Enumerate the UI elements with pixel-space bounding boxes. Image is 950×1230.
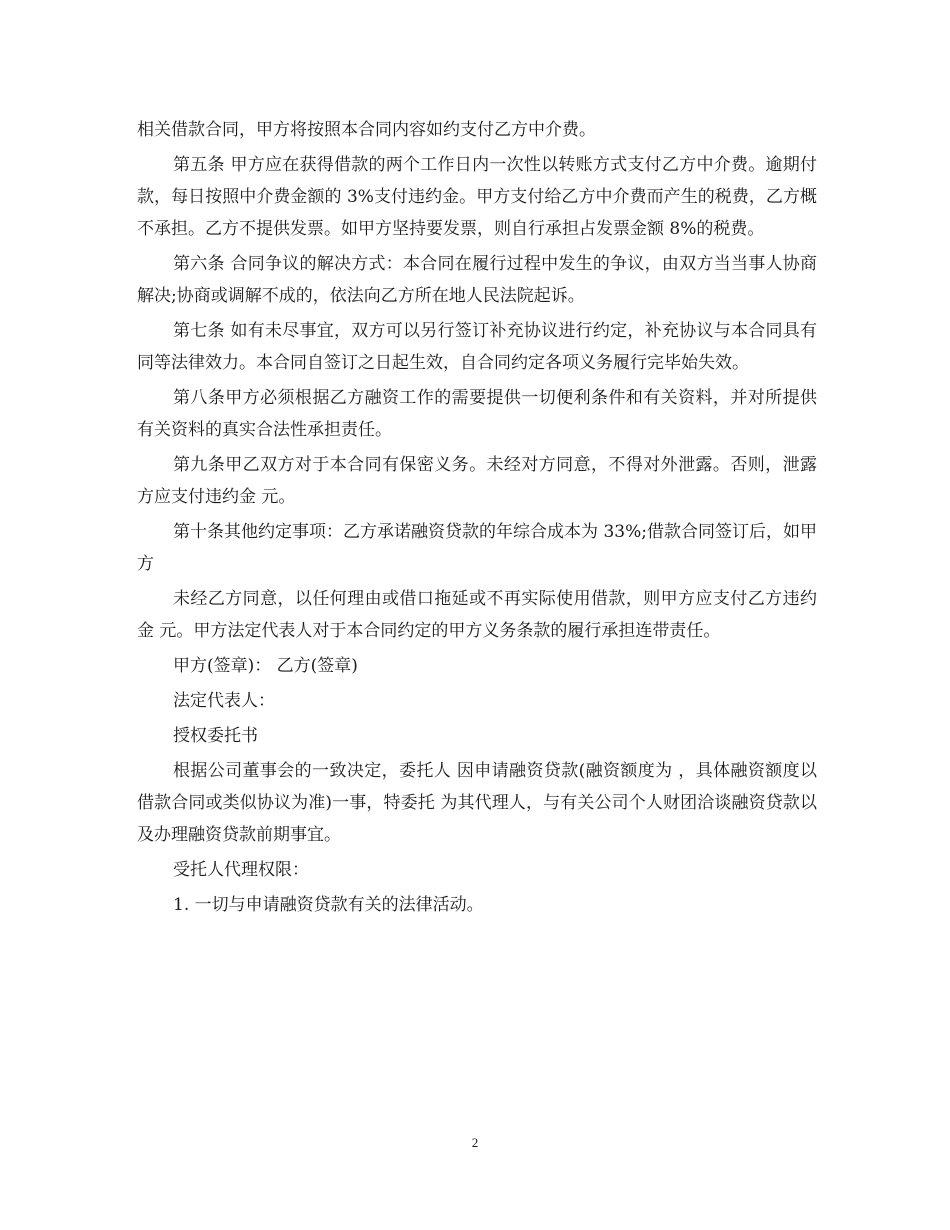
paragraph-continuation: 相关借款合同，甲方将按照本合同内容如约支付乙方中介费。 <box>137 120 596 140</box>
paragraph-article-5: 第五条 甲方应在获得借款的两个工作日内一次性以转账方式支付乙方中介费。逾期付款，每日按照中介费金额的 3%支付违约金。甲方支付给乙方中介费而产生的税费，乙方概不承担。乙方不提供发票。如甲方坚持要发票，则自行承担占发票金额 8%的税费。 <box>137 155 817 239</box>
paragraph-article-6: 第六条 合同争议的解决方式：本合同在履行过程中发生的争议，由双方当当事人协商解决;协商或调解不成的，依法向乙方所在地人民法院起诉。 <box>137 254 817 306</box>
paragraph-authorization: 根据公司董事会的一致决定，委托人 因申请融资贷款(融资额度为 ，具体融资额度以借款合同或类似协议为准)一事，特委托 为其代理人，与有关公司个人财团洽谈融资贷款以及办理融资贷款前期事宜。 <box>137 761 817 845</box>
authority-item-1: 1. 一切与申请融资贷款有关的法律活动。 <box>173 895 484 915</box>
agent-authority-heading: 受托人代理权限： <box>173 860 309 880</box>
power-of-attorney-heading: 授权委托书 <box>173 726 258 746</box>
legal-representative-line: 法定代表人： <box>173 691 275 711</box>
signature-line: 甲方(签章)： 乙方(签章) <box>173 656 358 676</box>
paragraph-article-8: 第八条甲方必须根据乙方融资工作的需要提供一切便利条件和有关资料，并对所提供有关资料的真实合法性承担责任。 <box>137 388 817 440</box>
paragraph-article-10-continued: 未经乙方同意，以任何理由或借口拖延或不再实际使用借款，则甲方应支付乙方违约金 元。甲方法定代表人对于本合同约定的甲方义务条款的履行承担连带责任。 <box>137 589 817 641</box>
document-body <box>137 114 817 924</box>
page-number: 2 <box>471 1135 479 1150</box>
paragraph-article-10: 第十条其他约定事项：乙方承诺融资贷款的年综合成本为 33%;借款合同签订后，如甲方 <box>137 522 817 574</box>
paragraph-article-7: 第七条 如有未尽事宜，双方可以另行签订补充协议进行约定，补充协议与本合同具有同等法律效力。本合同自签订之日起生效，自合同约定各项义务履行完毕始失效。 <box>137 321 817 373</box>
paragraph-article-9: 第九条甲乙双方对于本合同有保密义务。未经对方同意，不得对外泄露。否则，泄露方应支付违约金 元。 <box>137 455 817 507</box>
